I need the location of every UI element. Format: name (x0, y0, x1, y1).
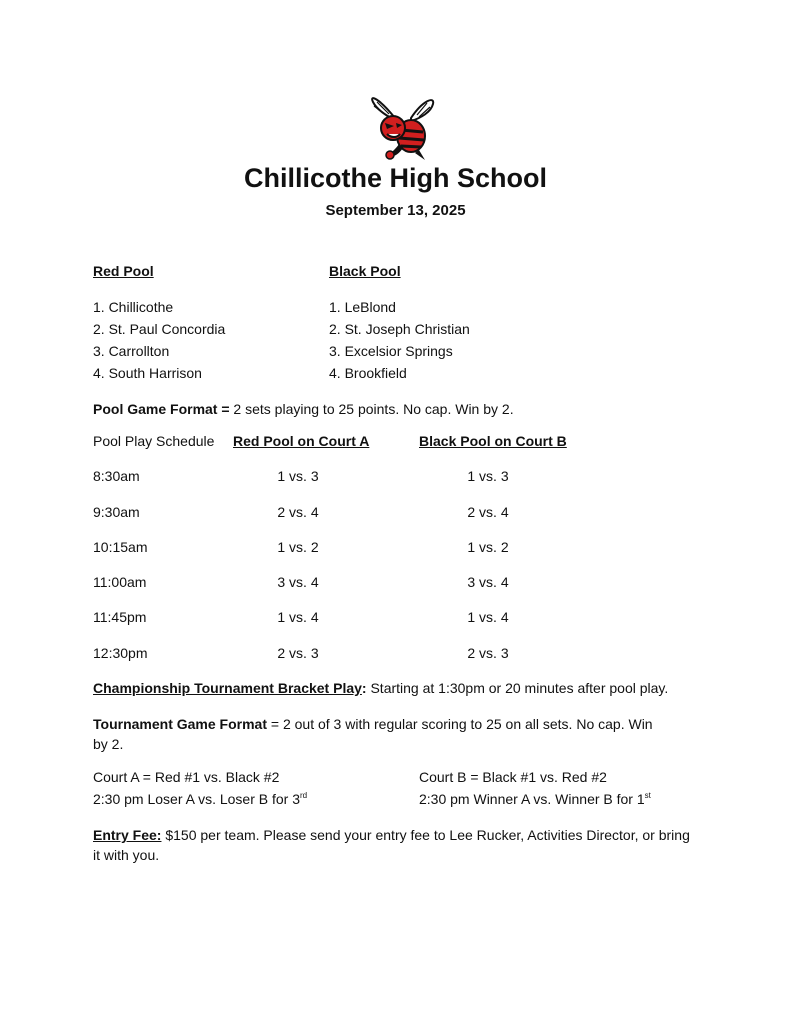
court-b-final-sup: st (644, 791, 651, 800)
black-match: 1 vs. 2 (467, 539, 509, 555)
black-pool-team: 2. St. Joseph Christian (329, 321, 470, 337)
tournament-format-label: Tournament Game Format (93, 716, 267, 732)
pool-game-format (93, 401, 514, 417)
red-match: 1 vs. 4 (277, 609, 319, 625)
court-a-final-text: 2:30 pm Loser A vs. Loser B for 3 (93, 791, 300, 807)
pool-game-format-text: 2 sets playing to 25 points. No cap. Win by 2. (229, 401, 514, 417)
hornet-mascot-logo (365, 92, 439, 162)
entry-fee (93, 825, 698, 865)
black-match: 2 vs. 3 (467, 645, 509, 661)
red-pool-team: 1. Chillicothe (93, 299, 174, 315)
black-pool-heading: Black Pool (329, 263, 401, 279)
black-court-header: Black Pool on Court B (419, 433, 567, 449)
event-date: September 13, 2025 (325, 202, 466, 219)
black-match: 3 vs. 4 (467, 574, 509, 590)
black-pool-team: 1. LeBlond (329, 299, 396, 315)
red-pool-team: 3. Carrollton (93, 343, 170, 359)
entry-fee-text: $150 per team. Please send your entry fee to Lee Rucker, Activities Director, or bring it with you. (93, 827, 690, 863)
court-a-final-sup: rd (300, 791, 308, 800)
schedule-time: 11:45pm (93, 609, 147, 625)
championship-label: Championship Tournament Bracket Play (93, 680, 362, 696)
court-b-matchup: Court B = Black #1 vs. Red #2 (419, 769, 607, 785)
red-court-header: Red Pool on Court A (233, 433, 370, 449)
tournament-format-text: = 2 out of 3 with regular scoring to 25 on all sets. No cap. Win by 2. (93, 716, 653, 752)
court-a-matchup: Court A = Red #1 vs. Black #2 (93, 769, 280, 785)
black-pool-team: 4. Brookfield (329, 365, 407, 381)
schedule-time: 11:00am (93, 574, 147, 590)
red-match: 2 vs. 4 (277, 504, 319, 520)
red-match: 1 vs. 2 (277, 539, 319, 555)
red-pool-heading: Red Pool (93, 263, 154, 279)
schedule-time: 10:15am (93, 539, 148, 555)
black-pool-team: 3. Excelsior Springs (329, 343, 453, 359)
red-pool-team: 2. St. Paul Concordia (93, 321, 226, 337)
red-match: 3 vs. 4 (277, 574, 319, 590)
schedule-time: 12:30pm (93, 645, 148, 661)
black-match: 1 vs. 3 (467, 468, 509, 484)
black-match: 2 vs. 4 (467, 504, 509, 520)
tournament-game-format (93, 714, 663, 754)
red-pool-team: 4. South Harrison (93, 365, 202, 381)
championship-colon: : (361, 680, 367, 696)
court-b-final (419, 791, 651, 807)
pool-game-format-label: Pool Game Format = (93, 401, 230, 417)
red-match: 1 vs. 3 (277, 468, 319, 484)
court-a-final (93, 791, 307, 807)
championship-text: Starting at 1:30pm or 20 minutes after pool play. (366, 680, 669, 696)
schedule-time: 8:30am (93, 468, 140, 484)
black-match: 1 vs. 4 (467, 609, 509, 625)
entry-fee-label: Entry Fee: (93, 827, 162, 843)
schedule-time: 9:30am (93, 504, 140, 520)
red-match: 2 vs. 3 (277, 645, 319, 661)
championship-info (93, 680, 668, 696)
court-b-final-text: 2:30 pm Winner A vs. Winner B for 1 (419, 791, 645, 807)
page-title: Chillicothe High School (244, 163, 547, 193)
schedule-header-label: Pool Play Schedule (93, 433, 215, 449)
